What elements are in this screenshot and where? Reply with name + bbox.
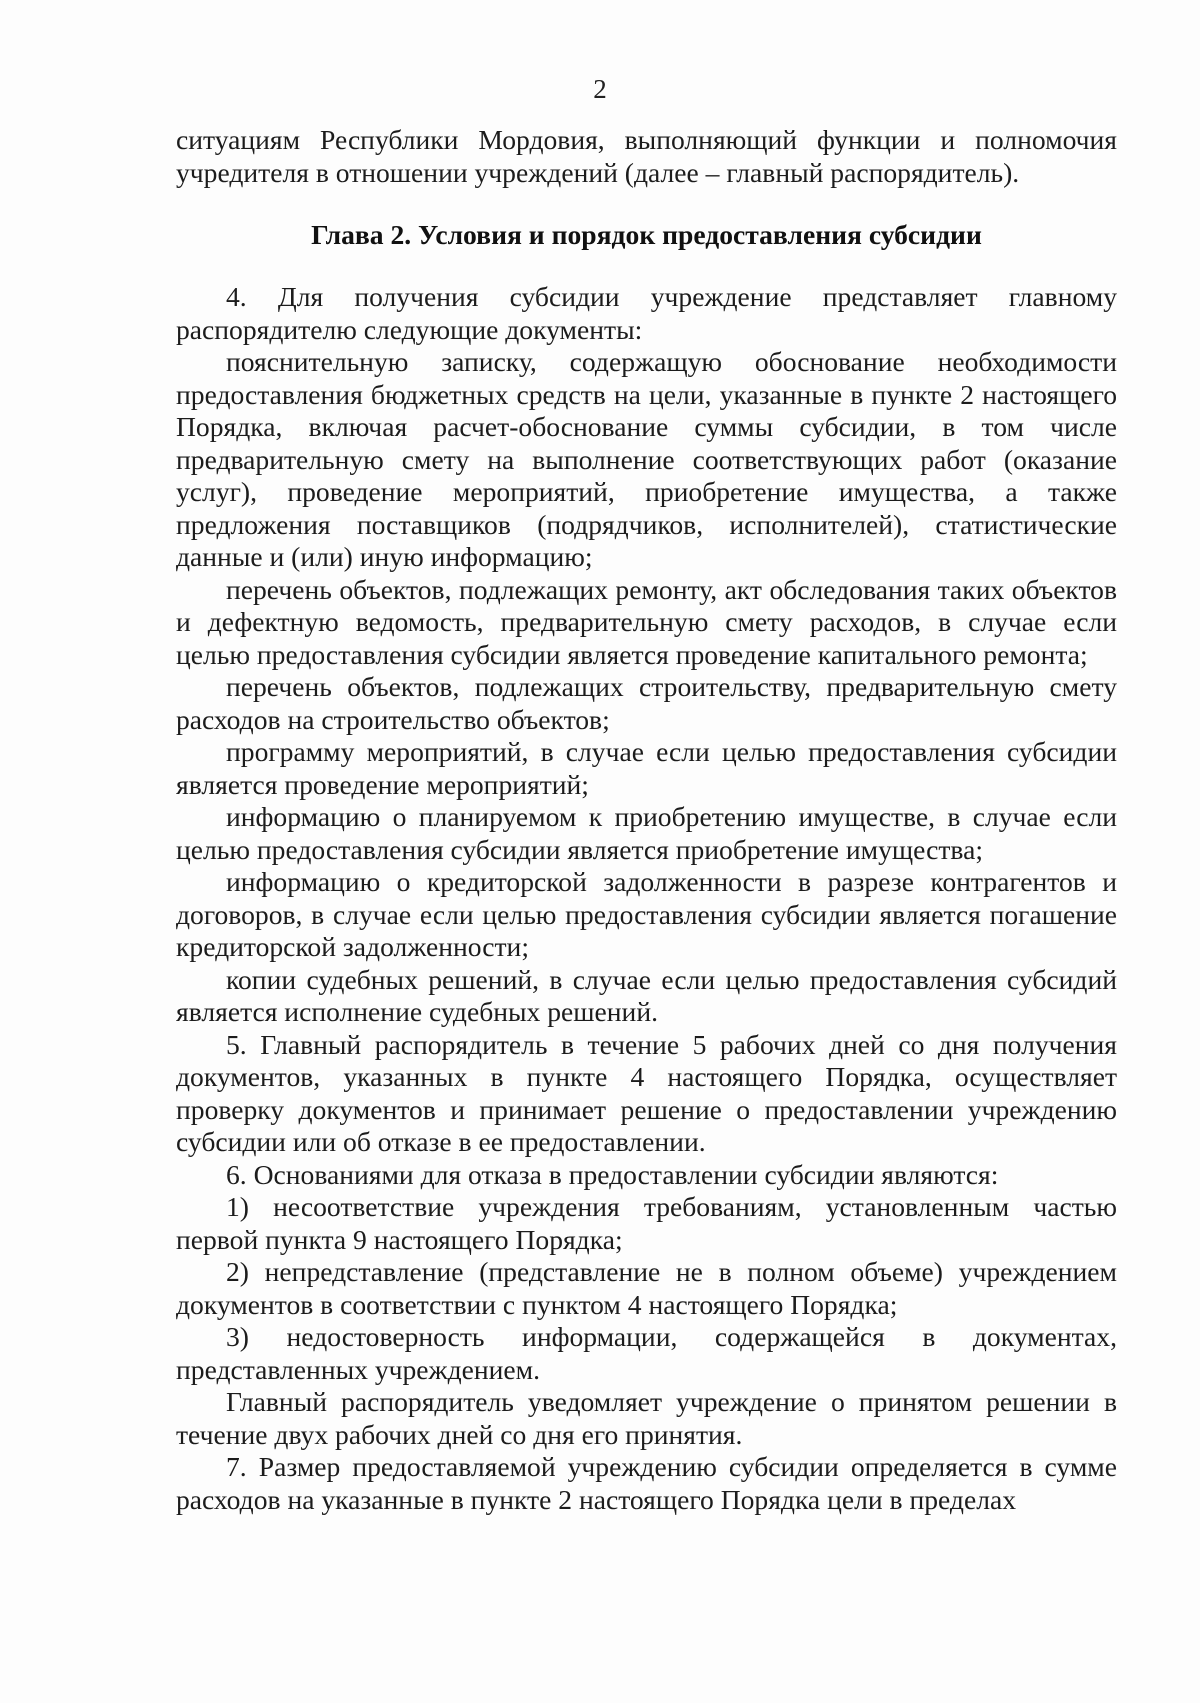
- document-body: [176, 124, 1117, 1516]
- paragraph-repair-objects: перечень объектов, подлежащих ремонту, акт обследования таких объектов и дефектную ведомость, предварительную смету расходов, в случае если целью предоставления субсидии является проведение капитального ремонта;: [176, 573, 1117, 670]
- paragraph-point-7: 7. Размер предоставляемой учреждению субсидии определяется в сумме расходов на указанные в пункте 2 настоящего Порядка цели в пределах: [176, 1451, 1117, 1515]
- paragraph-reason-3: 3) недостоверность информации, содержащейся в документах, представленных учреждением.: [176, 1321, 1117, 1385]
- paragraph-point-5: 5. Главный распорядитель в течение 5 рабочих дней со дня получения документов, указанных в пункте 4 настоящего Порядка, осуществляет проверку документов и принимает решение о предоставлении учреждению субсидии или об отказе в ее предоставлении.: [176, 1028, 1117, 1157]
- paragraph-payables-info: информацию о кредиторской задолженности в разрезе контрагентов и договоров, в случае если целью предоставления субсидии является погашение кредиторской задолженности;: [176, 866, 1117, 962]
- paragraph-event-program: программу мероприятий, в случае если целью предоставления субсидии является проведение мероприятий;: [176, 736, 1117, 800]
- paragraph-reason-2: 2) непредставление (представление не в полном объеме) учреждением документов в соответствии с пунктом 4 настоящего Порядка;: [176, 1256, 1117, 1320]
- paragraph-explanatory-note: пояснительную записку, содержащую обоснование необходимости предоставления бюджетных средств на цели, указанные в пункте 2 настоящего Порядка, включая расчет-обоснование суммы субсидии, в том числе предварительную смету на выполнение соответствующих работ (оказание услуг), проведение мероприятий, приобретение имущества, а также предложения поставщиков (подрядчиков, исполнителей), статистические данные и (или) иную информацию;: [176, 346, 1117, 572]
- paragraph-point-6: 6. Основаниями для отказа в предоставлении субсидии являются:: [226, 1158, 999, 1190]
- paragraph-point-4: 4. Для получения субсидии учреждение представляет главному распорядителю следующие документы:: [176, 281, 1117, 345]
- paragraph-reason-1: 1) несоответствие учреждения требованиям, установленным частью первой пункта 9 настоящего Порядка;: [176, 1191, 1117, 1255]
- paragraph-construction-objects: перечень объектов, подлежащих строительству, предварительную смету расходов на строительство объектов;: [176, 671, 1117, 735]
- paragraph-property-info: информацию о планируемом к приобретению имуществе, в случае если целью предоставления субсидии является приобретение имущества;: [176, 801, 1117, 865]
- paragraph-notification: Главный распорядитель уведомляет учреждение о принятом решении в течение двух рабочих дней со дня его принятия.: [176, 1386, 1117, 1450]
- paragraph-court-decisions: копии судебных решений, в случае если целью предоставления субсидий является исполнение судебных решений.: [176, 963, 1117, 1027]
- intro-paragraph: ситуациям Республики Мордовия, выполняющий функции и полномочия учредителя в отношении учреждений (далее – главный распорядитель).: [176, 124, 1117, 188]
- chapter-heading: Глава 2. Условия и порядок предоставления субсидии: [311, 219, 982, 250]
- page-number: 2: [593, 74, 607, 104]
